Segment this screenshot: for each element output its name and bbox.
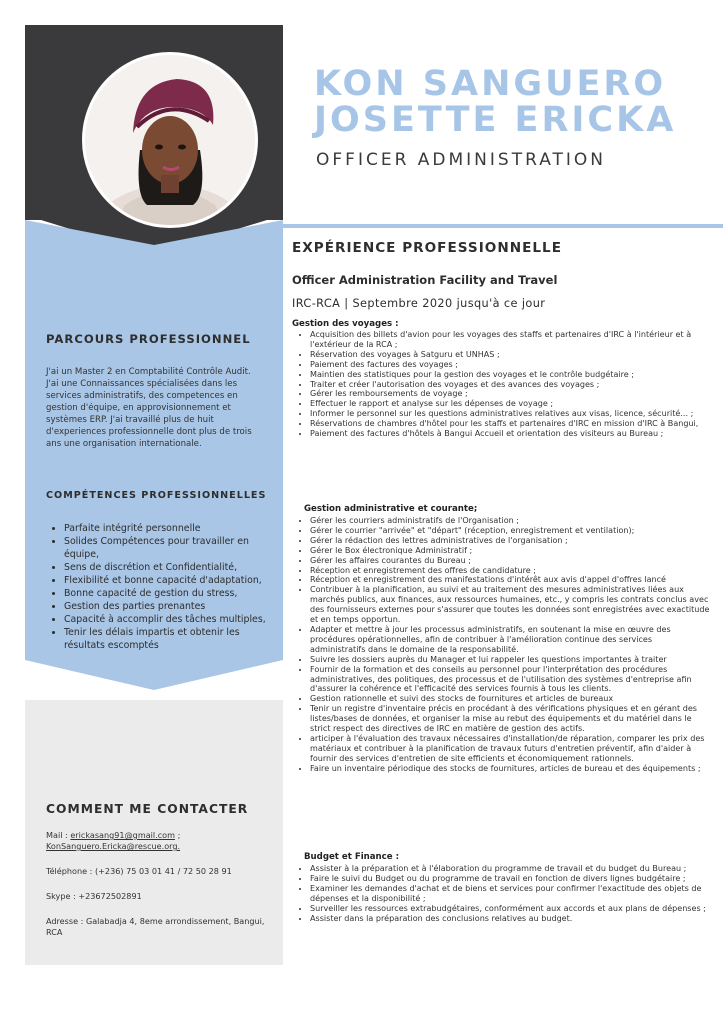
job-title: Officer Administration Facility and Travel [292,273,558,287]
phone-text: Téléphone : (+236) 75 03 01 41 / 72 50 28 91 [46,866,232,876]
parcours-text: J'ai un Master 2 en Comptabilité Contrôle Audit. J'ai une Connaissances spécialisées dans les services administratifs, des competences en gestion d'équipe, en approvisionnement et systèmes ERP. J'ai travaillé plus de huit d'experiences professionnelle dont plus de trois ans une organisation internationale. [46,367,252,449]
group-heading-voyages: Gestion des voyages : [292,319,399,329]
mail-separator: ; [175,830,181,840]
competence-item: • Tenir les délais impartis et obtenir les résultats escomptés [64,626,272,652]
duty-item: • Traiter et créer l'autorisation des voyages et des avances des voyages ; [310,380,710,390]
header-divider [283,224,723,228]
group-heading-administrative: Gestion administrative et courante; [304,504,478,514]
mail-label: Mail : [46,830,68,840]
group-heading-budget: Budget et Finance : [304,852,400,862]
competence-item: • Flexibilité et bonne capacité d'adaptation, [64,574,272,587]
job-meta: IRC-RCA | Septembre 2020 jusqu'à ce jour [292,297,546,310]
contact-block [46,830,266,938]
profile-photo [82,52,258,228]
duty-item: • Tenir un registre d'inventaire précis en procédant à des vérifications physiques et en gérant des listes/bases de données, et organiser la mise au rebut des équipements et du matériel dans le strict respect des directives de IRC en matière de gestion des actifs. [310,704,710,734]
duty-item: • Réservations de chambres d'hôtel pour les staffs et partenaires d'IRC en mission d'IRC à Bangui, [310,419,710,429]
duty-item: • Paiement des factures des voyages ; [310,360,710,370]
competence-item: • Parfaite intégrité personnelle [64,522,272,535]
budget-list [296,864,710,923]
competences-list [50,522,272,652]
duty-item: • Contribuer à la planification, au suivi et au traitement des mesures administratives liées aux marchés publics, aux finances, aux ressources humaines, etc., y compris les contrats conclus avec des fournisseurs externes pour s'assurer que toutes les données sont enregistrées avec exactitude et en temps opportun. [310,585,710,625]
candidate-name-line1: KON SANGUERO [314,64,667,104]
experience-title: EXPÉRIENCE PROFESSIONNELLE [292,240,562,256]
duty-item: • Gérer les affaires courantes du Bureau ; [310,556,710,566]
duty-item: • Faire le suivi du Budget ou du programme de travail en fonction de divers lignes budgétaire ; [310,874,710,884]
duty-item: • Informer le personnel sur les questions administratives relatives aux visas, licence, sécurité... ; [310,409,710,419]
duty-item: • Paiement des factures d'hôtels à Bangui Accueil et orientation des visiteurs au Bureau ; [310,429,710,439]
candidate-role: OFFICER ADMINISTRATION [316,150,607,170]
parcours-title: PARCOURS PROFESSIONNEL [46,332,251,346]
competence-item: • Solides Compétences pour travailler en équipe, [64,535,272,561]
duty-item: • Adapter et mettre à jour les processus administratifs, en soutenant la mise en œuvre des procédures opérationnelles, afin de contribuer à l'amélioration continue des services administratifs dans le domaine de la responsabilité. [310,625,710,655]
duty-item: • Gérer les courriers administratifs de l'Organisation ; [310,516,710,526]
duty-item: • Gérer les remboursements de voyage ; [310,389,710,399]
profile-photo-illustration [85,55,255,225]
email-link-personal[interactable]: erickasang91@gmail.com [70,830,176,840]
duty-item: • Gérer la rédaction des lettres administratives de l'organisation ; [310,536,710,546]
duty-item: • Gestion rationnelle et suivi des stocks de fournitures et articles de bureaux [310,694,710,704]
candidate-name [314,66,676,138]
duty-item: • Réservation des voyages à Satguru et UNHAS ; [310,350,710,360]
duty-item: • articiper à l'évaluation des travaux nécessaires d'installation/de réparation, comparer les prix des matériaux et contribuer à la planification de travaux futurs d'entretien préventif, afin d'aider à fournir des services d'entretien de site efficients et économiquement rationnels. [310,734,710,764]
duty-item: • Suivre les dossiers auprès du Manager et lui rappeler les questions importantes à traiter [310,655,710,665]
competence-item: • Bonne capacité de gestion du stress, [64,587,272,600]
duty-item: • Assister dans la préparation des conclusions relatives au budget. [310,914,710,924]
duty-item: • Faire un inventaire périodique des stocks de fournitures, articles de bureau et des équipements ; [310,764,710,774]
duty-item: • Assister à la préparation et à l'élaboration du programme de travail et du budget du Bureau ; [310,864,710,874]
contact-title: COMMENT ME CONTACTER [46,802,249,816]
competence-item: • Gestion des parties prenantes [64,600,272,613]
duty-item: • Surveiller les ressources extrabudgétaires, conformément aux accords et aux plans de dépenses ; [310,904,710,914]
duty-item: • Maintien des statistiques pour la gestion des voyages et le contrôle budgétaire ; [310,370,710,380]
duty-item: • Acquisition des billets d'avion pour les voyages des staffs et partenaires d'IRC à l'intérieur et à l'extérieur de la RCA ; [310,330,710,350]
administrative-list [296,516,710,774]
duty-item: • Gérer le Box électronique Administratif ; [310,546,710,556]
duty-item: • Effectuer le rapport et analyse sur les dépenses de voyage ; [310,399,710,409]
duty-item: • Réception et enregistrement des manifestations d'intérêt aux avis d'appel d'offres lancé [310,575,710,585]
duty-item: • Fournir de la formation et des conseils au personnel pour l'interprétation des procédures administratives, des politiques, des processus et de l'utilisation des systèmes d'entreprise afin d'assurer la cohérence et l'efficacité des services fournis à tous les clients. [310,665,710,695]
candidate-name-line2: JOSETTE ERICKA [314,100,677,140]
skype-text: Skype : +23672502891 [46,891,142,901]
competence-item: • Sens de discrétion et Confidentialité, [64,561,272,574]
email-link-work[interactable]: KonSanguero.Ericka@rescue.org. [46,841,181,851]
competences-title: COMPÉTENCES PROFESSIONNELLES [46,490,267,501]
voyages-list [296,330,710,439]
duty-item: • Gérer le courrier "arrivée" et "départ" (réception, enregistrement et ventilation); [310,526,710,536]
address-text: Adresse : Galabadja 4, 8eme arrondissement, Bangui, RCA [46,916,265,937]
duty-item: • Examiner les demandes d'achat et de biens et services pour confirmer l'exactitude des objets de dépenses et la disponibilité ; [310,884,710,904]
duty-item: • Réception et enregistrement des offres de candidature ; [310,566,710,576]
competence-item: • Capacité à accomplir des tâches multiples, [64,613,272,626]
